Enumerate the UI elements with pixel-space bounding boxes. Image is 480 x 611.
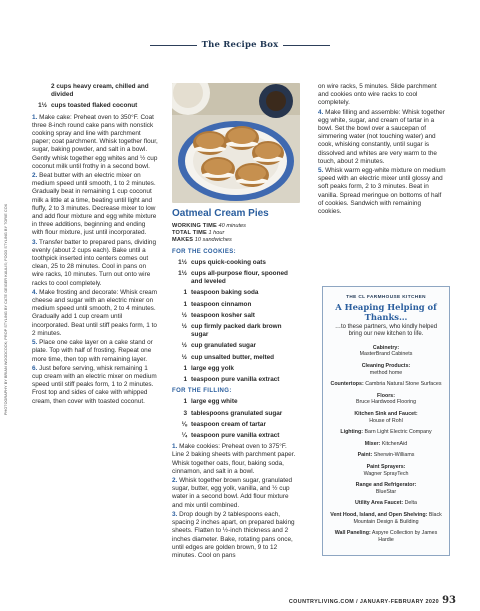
footer-text: COUNTRYLIVING.COM / JANUARY‑FEBRUARY 2020 xyxy=(288,599,440,605)
column-right xyxy=(318,83,446,217)
step: 5. Whisk warm egg-white mixture on medium speed with an electric mixer until glossy and soft peaks form, 2 to 3 minutes. Beat in vanilla. Spread meringue on bottoms of half of cookies. Sandwich with remaining cookies. xyxy=(318,167,446,216)
step: 3. Drop dough by 2 tablespoons each, spacing 2 inches apart, on prepared baking sheets. Flatten to ½-inch thickness and 2 inches diameter. Bake, rotating pans once, until edges are golden brown, 9 to 12 minutes. Cool on pans xyxy=(172,510,295,559)
partner-credits xyxy=(323,345,449,543)
step: 1. Make cake: Preheat oven to 350°F. Coat three 8-inch round cake pans with nonstick cooking spray and line with parchment paper; coat parchment. Whisk together flour, sugar, baking powder, and salt in a bowl. Gently whisk together egg whites and ½ cup coconut milk until frothy in a second bowl. xyxy=(32,113,158,170)
partner-credit: Paint Sprayers: Wagner SprayTech xyxy=(363,463,409,477)
step: 2. Beat butter with an electric mixer on medium speed until smooth, 1 to 2 minutes. Gradually beat in remaining 1 cup coconut milk a little at a time, beating until light and fluffy, 2 to 3 minutes. Decrease mixer to low and add flour mixture and egg white mixture in three additions, beginning and ending with flour mixture, just until incorporated. xyxy=(32,172,157,237)
step-continued: on wire racks, 5 minutes. Slide parchment and cookies onto wire racks to cool completely. xyxy=(318,83,437,107)
header-rule-right xyxy=(283,45,330,46)
ingredient: 1½ cups toasted flaked coconut xyxy=(38,102,138,110)
partner-credit: Cleaning Products: method home xyxy=(361,363,411,376)
filling-heading: FOR THE FILLING: xyxy=(172,388,232,395)
partner-credit: Kitchen Sink and Faucet: House of Rohl xyxy=(354,410,418,424)
step: 2. Whisk together brown sugar, granulated sugar, butter, egg yolk, vanilla, and ½ cup water in a second bowl. Add flour mixture and mix until combined. xyxy=(172,477,293,509)
step: 6. Just before serving, whisk remaining 1 cup cream with an electric mixer on medium speed until stiff peaks form, 1 to 2 minutes. Frost top and sides of cake with whipped cream, then cover with toasted coconut. xyxy=(32,364,157,405)
step: 4. Make frosting and decorate: Whisk cream cheese and sugar with an electric mixer on medium speed until smooth, 2 to 4 minutes. Gradually add 1 cup cream until incorporated. Beat until stiff peaks form, 1 to 2 minutes. xyxy=(32,288,158,337)
partner-credit: Wall Paneling: Aspyre Collection by James Hardie xyxy=(334,530,438,543)
step: 5. Place one cake layer on a cake stand or plate. Top with half of frosting. Repeat one more time, then top with remaining layer. xyxy=(32,339,153,363)
partner-credit: Vent Hood, Island, and Open Shelving: Black Mountain Design & Building xyxy=(330,511,442,525)
ingredient: 3 tablespoons granulated sugar xyxy=(183,409,283,417)
ingredient: 1 teaspoon baking soda xyxy=(183,289,259,297)
thanks-sidebar xyxy=(322,286,450,556)
sidebar-subtitle: …to these partners, who kindly helped bring our new kitchen to life. xyxy=(334,324,438,338)
partner-credit: Range and Refrigerator: BlueStar xyxy=(355,482,417,495)
ingredient: ¼ teaspoon pure vanilla extract xyxy=(181,432,280,440)
step: 4. Make filling and assemble: Whisk together egg white, sugar, and cream of tartar in a bowl. Set the bowl over a saucepan of simmering water (not touching water) and cook, whisking constantly, until sugar is dissolved and whites are very warm to the touch, about 2 minutes. xyxy=(318,108,445,165)
cookies-ingredients xyxy=(172,259,300,384)
oatmeal-cream-pies-image xyxy=(172,83,300,203)
page-footer xyxy=(289,595,456,606)
ingredient: ½ teaspoon kosher salt xyxy=(181,311,255,319)
partner-credit: Paint: Sherwin-Williams xyxy=(357,452,415,459)
header-rule-left xyxy=(150,45,197,46)
ingredient: ½ cup unsalted butter, melted xyxy=(181,353,275,361)
column-left xyxy=(32,83,158,407)
recipe-title: Oatmeal Cream Pies xyxy=(172,208,269,219)
sidebar-kicker: THE CL FARMHOUSE KITCHEN xyxy=(346,294,426,299)
cookie-photo xyxy=(172,83,300,203)
photo-credit: PHOTOGRAPHY BY BRIAN WOODCOCK; PROP STYLING BY CATE GEIGER KAULIS; FOOD STYLING BY TORIE COX xyxy=(4,203,8,415)
partner-credit: Countertops: Cambria Natural Stone Surfaces xyxy=(330,381,442,388)
filling-ingredients xyxy=(172,398,300,440)
ingredient: ⅛ teaspoon cream of tartar xyxy=(181,420,266,428)
ingredient: ½ cup firmly packed dark brown sugar xyxy=(181,323,282,339)
partner-credit: Utility Area Faucet: Delta xyxy=(355,500,417,507)
page-number: 93 xyxy=(442,595,456,606)
ingredient: 1½ cups quick-cooking oats xyxy=(178,258,266,266)
ingredient: 1 teaspoon cinnamon xyxy=(183,300,252,308)
sidebar-headline: A Heaping Helping of Thanks… xyxy=(335,302,437,322)
ingredient: 1 large egg white xyxy=(183,398,238,406)
partner-credit: Floors: Bruce Hardwood Flooring xyxy=(355,392,417,406)
ingredient: 1½ cups all-purpose flour, spooned and leveled xyxy=(178,270,288,286)
step: 1. Make cookies: Preheat oven to 375°F. Line 2 baking sheets with parchment paper. Whisk together oats, flour, baking soda, cinnamon, and salt in a bowl. xyxy=(172,443,296,475)
partner-credit: Mixer: KitchenAid xyxy=(364,440,408,447)
ingredient: 1 teaspoon pure vanilla extract xyxy=(183,376,280,384)
ingredient: 2 cups heavy cream, chilled and divided xyxy=(51,83,149,99)
section-title: The Recipe Box xyxy=(201,40,279,50)
ingredient: 1 large egg yolk xyxy=(183,364,234,372)
step: 3. Transfer batter to prepared pans, dividing evenly (about 2 cups each). Bake until a toothpick inserted into centers comes out clean, 25 to 28 minutes. Cool in pans on wire racks, 10 minutes. Turn out onto wire racks to cool completely. xyxy=(32,238,157,287)
section-header xyxy=(150,40,330,50)
cookies-heading: FOR THE COOKIES: xyxy=(172,248,237,255)
partner-credit: Cabinetry: MasterBrand Cabinets xyxy=(359,344,413,358)
ingredient: ½ cup granulated sugar xyxy=(181,342,256,350)
recipe-meta: WORKING TIME 40 minutes TOTAL TIME 1 hour MAKES 10 sandwiches xyxy=(172,223,246,244)
column-middle xyxy=(172,83,300,561)
partner-credit: Lighting: Barn Light Electric Company xyxy=(340,429,432,436)
